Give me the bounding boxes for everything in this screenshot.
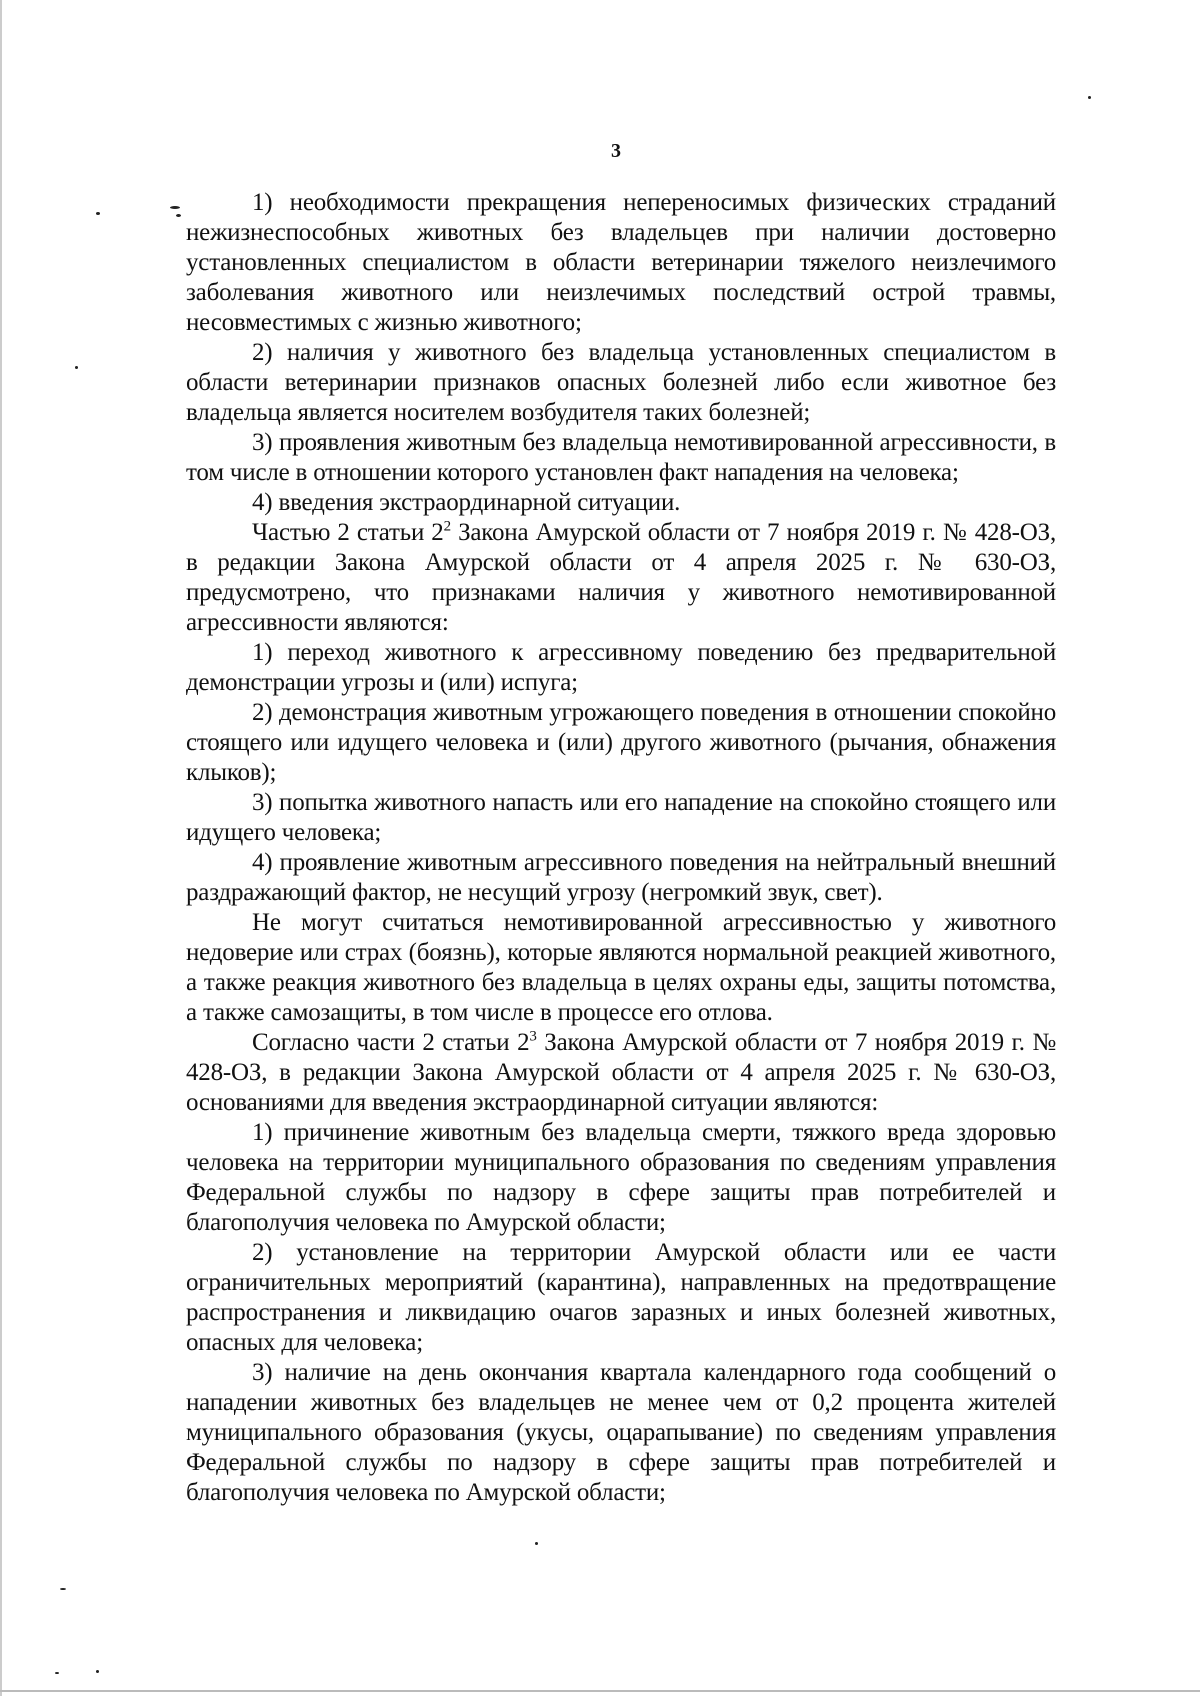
scan-speck (176, 214, 181, 217)
paragraph-text-before: Согласно части 2 статьи 2 (252, 1029, 530, 1056)
paragraph: 3) попытка животного напасть или его нападение на спокойно стоящего или идущего человека; (186, 789, 1056, 846)
paragraph-with-superscript (186, 1028, 1056, 1118)
scan-speck (75, 366, 78, 369)
paragraph: 4) проявление животным агрессивного поведения на нейтральный внешний раздражающий фактор, не несущий угрозу (негромкий звук, свет). (186, 849, 1056, 906)
paragraph-text-after: Закона Амурской области от 7 ноября 2019 г. № 428-ОЗ, в редакции Закона Амурской области от 4 апреля 2025 г. № 630-ОЗ, предусмотрено, что признаками наличия у животного немотивированной агрессивности являются: (186, 519, 1056, 636)
scan-speck (60, 1588, 66, 1590)
scan-edge-line (0, 0, 2, 1696)
paragraph: 2) установление на территории Амурской области или ее части ограничительных мероприятий (карантина), направленных на предотвращение распространения и ликвидацию очагов заразных и иных болезней животных, опасных для человека; (186, 1239, 1056, 1356)
scan-speck (535, 1542, 538, 1545)
scan-speck (96, 1670, 99, 1673)
superscript: 2 (443, 518, 451, 535)
page-number: 3 (611, 140, 621, 162)
paragraph: 1) переход животного к агрессивному поведению без предварительной демонстрации угрозы и (или) испуга; (186, 639, 1056, 696)
paragraph-with-superscript (186, 518, 1056, 638)
paragraph: Не могут считаться немотивированной агрессивностью у животного недоверие или страх (боязнь), которые являются нормальной реакцией животного, а также реакция животного без владельца в целях охраны еды, защиты потомства, а также самозащиты, в том числе в процессе его отлова. (186, 909, 1056, 1026)
scan-speck (96, 212, 100, 215)
paragraph: 4) введения экстраординарной ситуации. (252, 489, 681, 516)
scan-speck (55, 1672, 59, 1674)
body-text (186, 188, 1056, 1508)
scan-bottom-edge (0, 1690, 1200, 1692)
scan-speck (170, 206, 180, 209)
paragraph: 2) наличия у животного без владельца установленных специалистом в области ветеринарии признаков опасных болезней либо если животное без владельца является носителем возбудителя таких болезней; (186, 339, 1056, 426)
paragraph: 1) причинение животным без владельца смерти, тяжкого вреда здоровью человека на территории муниципального образования по сведениям управления Федеральной службы по надзору в сфере защиты прав потребителей и благополучия человека по Амурской области; (186, 1119, 1056, 1236)
superscript: 3 (529, 1028, 537, 1045)
paragraph: 3) проявления животным без владельца немотивированной агрессивности, в том числе в отношении которого установлен факт нападения на человека; (186, 429, 1056, 486)
paragraph-text-after: Закона Амурской области от 7 ноября 2019 г. № 428-ОЗ, в редакции Закона Амурской области от 4 апреля 2025 г. № 630-ОЗ, основаниями для введения экстраординарной ситуации являются: (186, 1029, 1056, 1116)
scan-speck (1088, 96, 1091, 99)
paragraph: 3) наличие на день окончания квартала календарного года сообщений о нападении животных без владельцев не менее чем от 0,2 процента жителей муниципального образования (укусы, оцарапывание) по сведениям управления Федеральной службы по надзору в сфере защиты прав потребителей и благополучия человека по Амурской области; (186, 1359, 1056, 1506)
paragraph: 1) необходимости прекращения непереносимых физических страданий нежизнеспособных животных без владельцев при наличии достоверно установленных специалистом в области ветеринарии тяжелого неизлечимого заболевания животного или неизлечимых последствий острой травмы, несовместимых с жизнью животного; (186, 189, 1056, 336)
paragraph: 2) демонстрация животным угрожающего поведения в отношении спокойно стоящего или идущего человека и (или) другого животного (рычания, обнажения клыков); (186, 699, 1056, 786)
paragraph-text-before: Частью 2 статьи 2 (252, 519, 444, 546)
